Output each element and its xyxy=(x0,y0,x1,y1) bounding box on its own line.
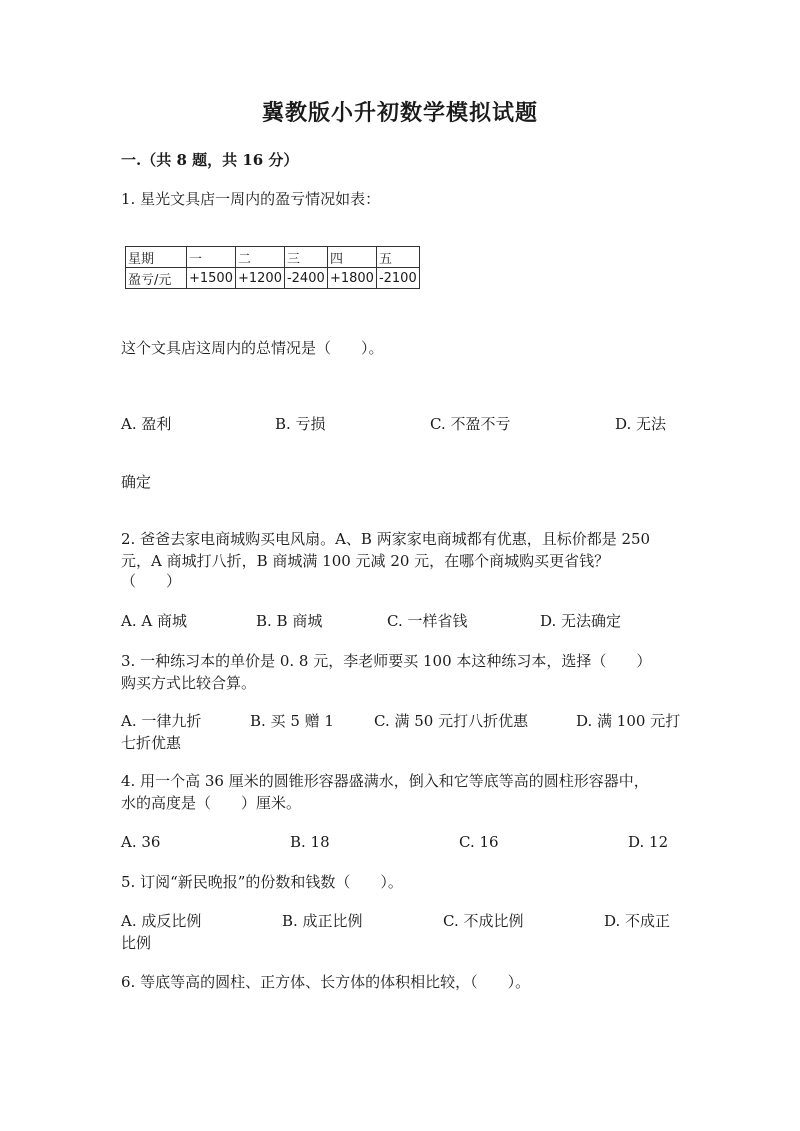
table-cell: +1500 xyxy=(187,268,236,289)
option-d: D. 无法确定 xyxy=(540,612,622,630)
table-row xyxy=(126,247,420,268)
table-cell: 一 xyxy=(187,247,236,268)
option-b: B. 买 5 赠 1 xyxy=(250,712,334,730)
table-cell: 四 xyxy=(327,247,376,268)
table-cell: 盈亏/元 xyxy=(126,268,187,289)
q1-table xyxy=(125,246,420,289)
option-a: A. 36 xyxy=(121,833,161,851)
q4-line2: 水的高度是（ ）厘米。 xyxy=(121,794,302,812)
table-cell: -2100 xyxy=(376,268,419,289)
option-b: B. B 商城 xyxy=(256,612,323,630)
option-a: A. A 商城 xyxy=(121,612,187,630)
option-c: C. 16 xyxy=(459,833,499,851)
option-c: C. 满 50 元打八折优惠 xyxy=(374,712,529,730)
q2-line2: 元，A 商城打八折，B 商城满 100 元减 20 元，在哪个商城购买更省钱？ xyxy=(121,552,610,570)
table-cell: 二 xyxy=(235,247,284,268)
table-cell: 星期 xyxy=(126,247,187,268)
table-cell: 三 xyxy=(284,247,327,268)
option-c: C. 不成比例 xyxy=(443,912,524,930)
section-heading: 一.（共 8 题，共 16 分） xyxy=(121,151,299,169)
option-d: D. 不成正 xyxy=(604,912,671,930)
q4-line1: 4. 用一个高 36 厘米的圆锥形容器盛满水，倒入和它等底等高的圆柱形容器中， xyxy=(121,772,649,790)
q5-line1: 5. 订阅“新民晚报”的份数和钱数（ ）。 xyxy=(121,873,403,891)
option-c: C. 不盈不亏 xyxy=(430,415,511,433)
option-d-wrap: 七折优惠 xyxy=(121,734,182,752)
table-row xyxy=(126,268,420,289)
option-b: B. 亏损 xyxy=(275,415,326,433)
q1-question: 这个文具店这周内的总情况是（ ）。 xyxy=(121,339,384,357)
table-cell: +1800 xyxy=(327,268,376,289)
q1-stem: 1. 星光文具店一周内的盈亏情况如表： xyxy=(121,190,381,208)
option-a: A. 成反比例 xyxy=(121,912,202,930)
option-d: D. 12 xyxy=(628,833,669,851)
option-d-wrap: 比例 xyxy=(121,934,152,952)
q6-line1: 6. 等底等高的圆柱、正方体、长方体的体积相比较，（ ）。 xyxy=(121,973,531,991)
option-c: C. 一样省钱 xyxy=(387,612,468,630)
table-cell: 五 xyxy=(376,247,419,268)
table-cell: +1200 xyxy=(235,268,284,289)
option-a: A. 一律九折 xyxy=(121,712,202,730)
option-d-wrap: 确定 xyxy=(121,473,152,491)
page-title: 冀教版小升初数学模拟试题 xyxy=(261,100,538,126)
option-a: A. 盈利 xyxy=(121,415,172,433)
option-d: D. 无法 xyxy=(615,415,667,433)
table-cell: -2400 xyxy=(284,268,327,289)
q2-line1: 2. 爸爸去家电商城购买电风扇。A、B 两家家电商城都有优惠，且标价都是 250 xyxy=(121,530,651,548)
q3-line1: 3. 一种练习本的单价是 0. 8 元，李老师要买 100 本这种练习本，选择（ ） xyxy=(121,652,652,670)
option-b: B. 18 xyxy=(290,833,330,851)
option-d: D. 满 100 元打 xyxy=(576,712,681,730)
option-b: B. 成正比例 xyxy=(282,912,363,930)
q2-line3: （ ） xyxy=(121,572,182,590)
q3-line2: 购买方式比较合算。 xyxy=(121,674,257,692)
